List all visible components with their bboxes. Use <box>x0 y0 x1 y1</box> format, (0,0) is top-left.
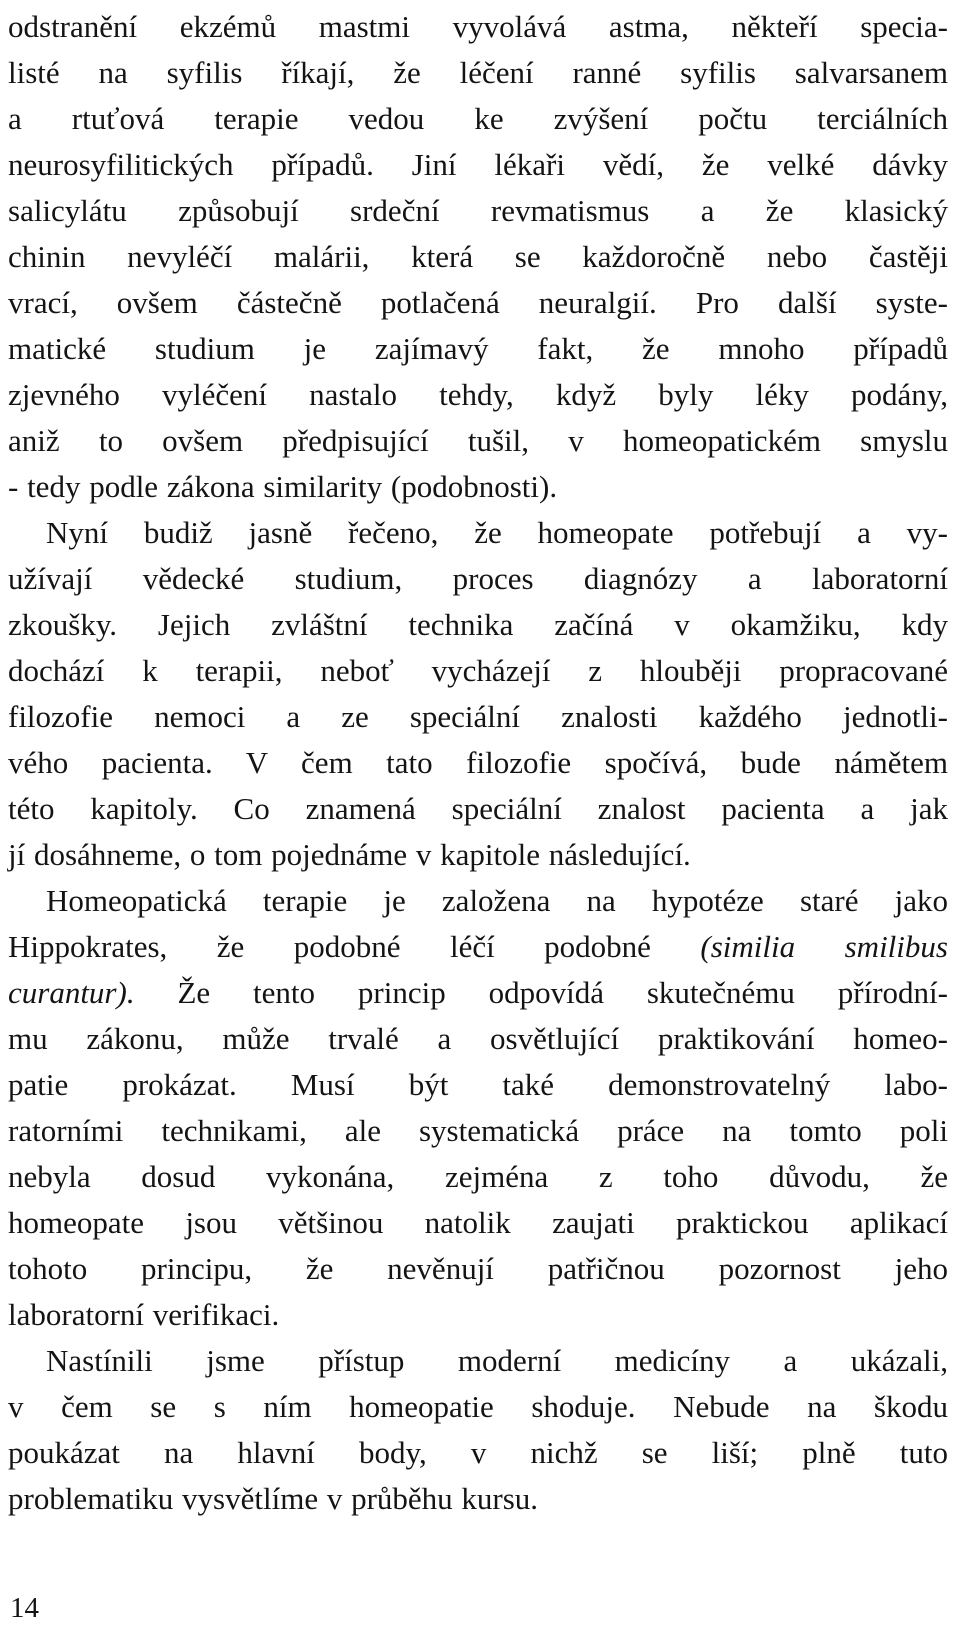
text-segment: poukázat na hlavní body, v nichž se liší; plně tuto <box>8 1435 948 1470</box>
text-line <box>8 694 948 740</box>
text-line <box>8 1384 948 1430</box>
text-segment: aniž to ovšem předpisující tušil, v homeopatickém smyslu <box>8 423 948 458</box>
latin-phrase: curantur). <box>8 975 135 1010</box>
text-segment: zjevného vyléčení nastalo tehdy, když byly léky podány, <box>8 377 948 412</box>
text-segment: v čem se s ním homeopatie shoduje. Nebude na škodu <box>8 1389 948 1424</box>
text-line <box>8 50 948 96</box>
text-segment: Že tento princip odpovídá skutečnému přírodní- <box>134 975 948 1010</box>
text-line <box>8 1246 948 1292</box>
text-line <box>8 648 948 694</box>
text-segment: užívají vědecké studium, proces diagnózy a laboratorní <box>8 561 948 596</box>
text-segment: dochází k terapii, neboť vycházejí z hlouběji propracované <box>8 653 948 688</box>
text-segment: laboratorní verifikaci. <box>8 1297 280 1332</box>
page-number: 14 <box>10 1592 39 1624</box>
text-segment: odstranění ekzémů mastmi vyvolává astma, někteří specia- <box>8 9 948 44</box>
text-segment: filozofie nemoci a ze speciální znalosti každého jednotli- <box>8 699 948 734</box>
text-line <box>8 1476 948 1522</box>
text-segment: neurosyfilitických případů. Jiní lékaři vědí, že velké dávky <box>8 147 948 182</box>
text-segment: ratorními technikami, ale systematická práce na tomto poli <box>8 1113 948 1148</box>
text-segment: vého pacienta. V čem tato filozofie spočívá, bude námětem <box>8 745 948 780</box>
text-line <box>8 1200 948 1246</box>
paragraph-first-line <box>8 1338 948 1384</box>
text-line <box>8 418 948 464</box>
text-segment: nebyla dosud vykonána, zejména z toho důvodu, že <box>8 1159 948 1194</box>
text-segment: Nyní budiž jasně řečeno, že homeopate potřebují a vy- <box>46 515 948 550</box>
text-segment: tohoto principu, že nevěnují patřičnou pozornost jeho <box>8 1251 948 1286</box>
text-line <box>8 556 948 602</box>
latin-phrase: (similia smilibus <box>700 929 948 964</box>
text-segment: této kapitoly. Co znamená speciální znalost pacienta a jak <box>8 791 948 826</box>
text-segment: Nastínili jsme přístup moderní medicíny a ukázali, <box>46 1343 948 1378</box>
text-segment: homeopate jsou většinou natolik zaujati praktickou aplikací <box>8 1205 948 1240</box>
text-line <box>8 1430 948 1476</box>
text-segment: zkoušky. Jejich zvláštní technika začíná v okamžiku, kdy <box>8 607 948 642</box>
text-segment: matické studium je zajímavý fakt, že mnoho případů <box>8 331 948 366</box>
text-segment: salicylátu způsobují srdeční revmatismus a že klasický <box>8 193 948 228</box>
text-line <box>8 786 948 832</box>
text-line <box>8 970 948 1016</box>
text-segment: Homeopatická terapie je založena na hypotéze staré jako <box>46 883 948 918</box>
text-line <box>8 372 948 418</box>
text-segment: jí dosáhneme, o tom pojednáme v kapitole následující. <box>8 837 691 872</box>
paragraph-first-line <box>8 878 948 924</box>
text-line <box>8 4 948 50</box>
text-line <box>8 1016 948 1062</box>
text-segment: Hippokrates, že podobné léčí podobné <box>8 929 701 964</box>
text-line <box>8 1292 948 1338</box>
paragraph-first-line <box>8 510 948 556</box>
text-line <box>8 832 948 878</box>
text-line <box>8 1154 948 1200</box>
text-line <box>8 1062 948 1108</box>
text-line <box>8 234 948 280</box>
text-line <box>8 602 948 648</box>
text-line <box>8 1108 948 1154</box>
text-segment: listé na syfilis říkají, že léčení ranné syfilis salvarsanem <box>8 55 948 90</box>
text-segment: patie prokázat. Musí být také demonstrovatelný labo- <box>8 1067 948 1102</box>
text-segment: mu zákonu, může trvalé a osvětlující praktikování homeo- <box>8 1021 948 1056</box>
text-line <box>8 96 948 142</box>
text-segment: problematiku vysvětlíme v průběhu kursu. <box>8 1481 539 1516</box>
text-segment: - tedy podle zákona similarity (podobnosti). <box>8 469 558 504</box>
text-segment: a rtuťová terapie vedou ke zvýšení počtu terciálních <box>8 101 948 136</box>
text-segment: vrací, ovšem částečně potlačená neuralgií. Pro další syste- <box>8 285 948 320</box>
text-line <box>8 280 948 326</box>
text-line <box>8 924 948 970</box>
text-line <box>8 464 948 510</box>
body-text <box>8 4 948 1522</box>
text-line <box>8 142 948 188</box>
text-line <box>8 740 948 786</box>
text-line <box>8 188 948 234</box>
text-line <box>8 326 948 372</box>
text-segment: chinin nevyléčí malárii, která se každoročně nebo častěji <box>8 239 948 274</box>
